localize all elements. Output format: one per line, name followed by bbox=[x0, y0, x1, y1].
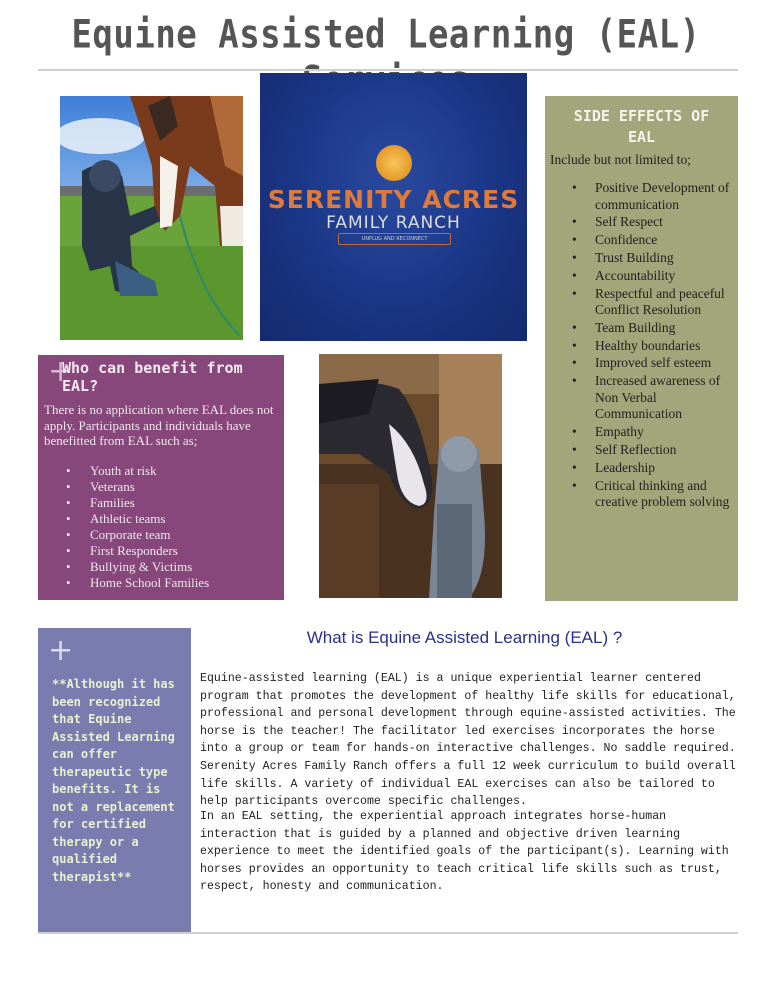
plus-icon: + bbox=[48, 354, 74, 389]
what-is-eal-heading: What is Equine Assisted Learning (EAL) ? bbox=[306, 628, 623, 647]
disclaimer-text: **Although it has been recognized that Equine Assisted Learning can offer therapeutic type benefits. It is not a replacement for certified therapy or a qualified therapist** bbox=[52, 677, 175, 884]
list-item: • Confidence bbox=[545, 232, 738, 249]
eal-paragraph-2: Serenity Acres Family Ranch offers a full 12 week curriculum to build overall life skills. A variety of individual EAL exercises can also be tailored to help participants overcome specific challenges. bbox=[200, 760, 736, 809]
side-effects-title-line1: SIDE EFFECTS OF bbox=[573, 107, 710, 125]
logo-sub-text: FAMILY RANCH bbox=[326, 213, 461, 233]
who-can-benefit-list bbox=[38, 463, 284, 591]
who-can-benefit-panel bbox=[38, 355, 284, 600]
list-item: • Critical thinking and creative problem solving bbox=[545, 478, 738, 511]
list-item: • Accountability bbox=[545, 268, 738, 285]
page-title: Equine Assisted Learning (EAL) bbox=[71, 12, 701, 58]
list-item: • Self Respect bbox=[545, 214, 738, 231]
eal-paragraph-1: Equine-assisted learning (EAL) is a unique experiential learner centered program that promotes the development of healthy life skills for educational, professional and personal development through equine-assisted activities. The horse is the teacher! The facilitator led exercises incorporates the horse into a group or team for hands-on interactive challenges. No saddle required. bbox=[200, 672, 736, 756]
list-item: • Team Building bbox=[545, 320, 738, 337]
list-item: • Self Reflection bbox=[545, 442, 738, 459]
side-effects-intro: Include but not limited to; bbox=[550, 152, 691, 167]
logo-main-text: SERENITY ACRES bbox=[267, 185, 520, 214]
list-item: • Home School Families bbox=[38, 575, 284, 591]
logo-tagline: UNPLUG AND RECONNECT bbox=[338, 233, 451, 245]
side-effects-title bbox=[545, 106, 738, 148]
side-effects-title-line2: EAL bbox=[627, 128, 656, 146]
bottom-divider bbox=[38, 932, 738, 934]
side-effects-list bbox=[545, 180, 738, 512]
list-item: • Improved self esteem bbox=[545, 355, 738, 372]
horse-in-stall-photo bbox=[319, 354, 502, 598]
list-item: • Leadership bbox=[545, 460, 738, 477]
serenity-acres-logo bbox=[260, 73, 527, 341]
who-can-benefit-title: Who can benefit from EAL? bbox=[62, 359, 243, 395]
list-item: • Respectful and peaceful Conflict Resolution bbox=[545, 286, 738, 319]
list-item: • Empathy bbox=[545, 424, 738, 441]
list-item: • Bullying & Victims bbox=[38, 559, 284, 575]
who-can-benefit-intro: There is no application where EAL does not apply. Participants and individuals have benefitted from EAL such as; bbox=[44, 402, 274, 448]
plus-icon: + bbox=[48, 633, 74, 668]
side-effects-panel bbox=[545, 96, 738, 601]
list-item: • Youth at risk bbox=[38, 463, 284, 479]
list-item: • Corporate team bbox=[38, 527, 284, 543]
list-item: • Healthy boundaries bbox=[545, 338, 738, 355]
list-item: • Trust Building bbox=[545, 250, 738, 267]
list-item: • Positive Development of communication bbox=[545, 180, 738, 213]
child-with-horse-photo bbox=[60, 96, 243, 340]
list-item: • Veterans bbox=[38, 479, 284, 495]
disclaimer-panel bbox=[38, 628, 191, 932]
list-item: • Increased awareness of Non Verbal Communication bbox=[545, 373, 738, 423]
eal-paragraph-3: In an EAL setting, the experiential approach integrates horse-human interaction that is guided by a planned and objective driven learning experience to meet the identified goals of the participant(s). Learning with horses provides an opportunity to teach critical life skills such as trust, respect, honesty and communication. bbox=[200, 810, 729, 894]
list-item: • First Responders bbox=[38, 543, 284, 559]
title-divider bbox=[38, 69, 738, 71]
list-item: • Families bbox=[38, 495, 284, 511]
list-item: • Athletic teams bbox=[38, 511, 284, 527]
logo-emblem-icon bbox=[376, 145, 412, 181]
